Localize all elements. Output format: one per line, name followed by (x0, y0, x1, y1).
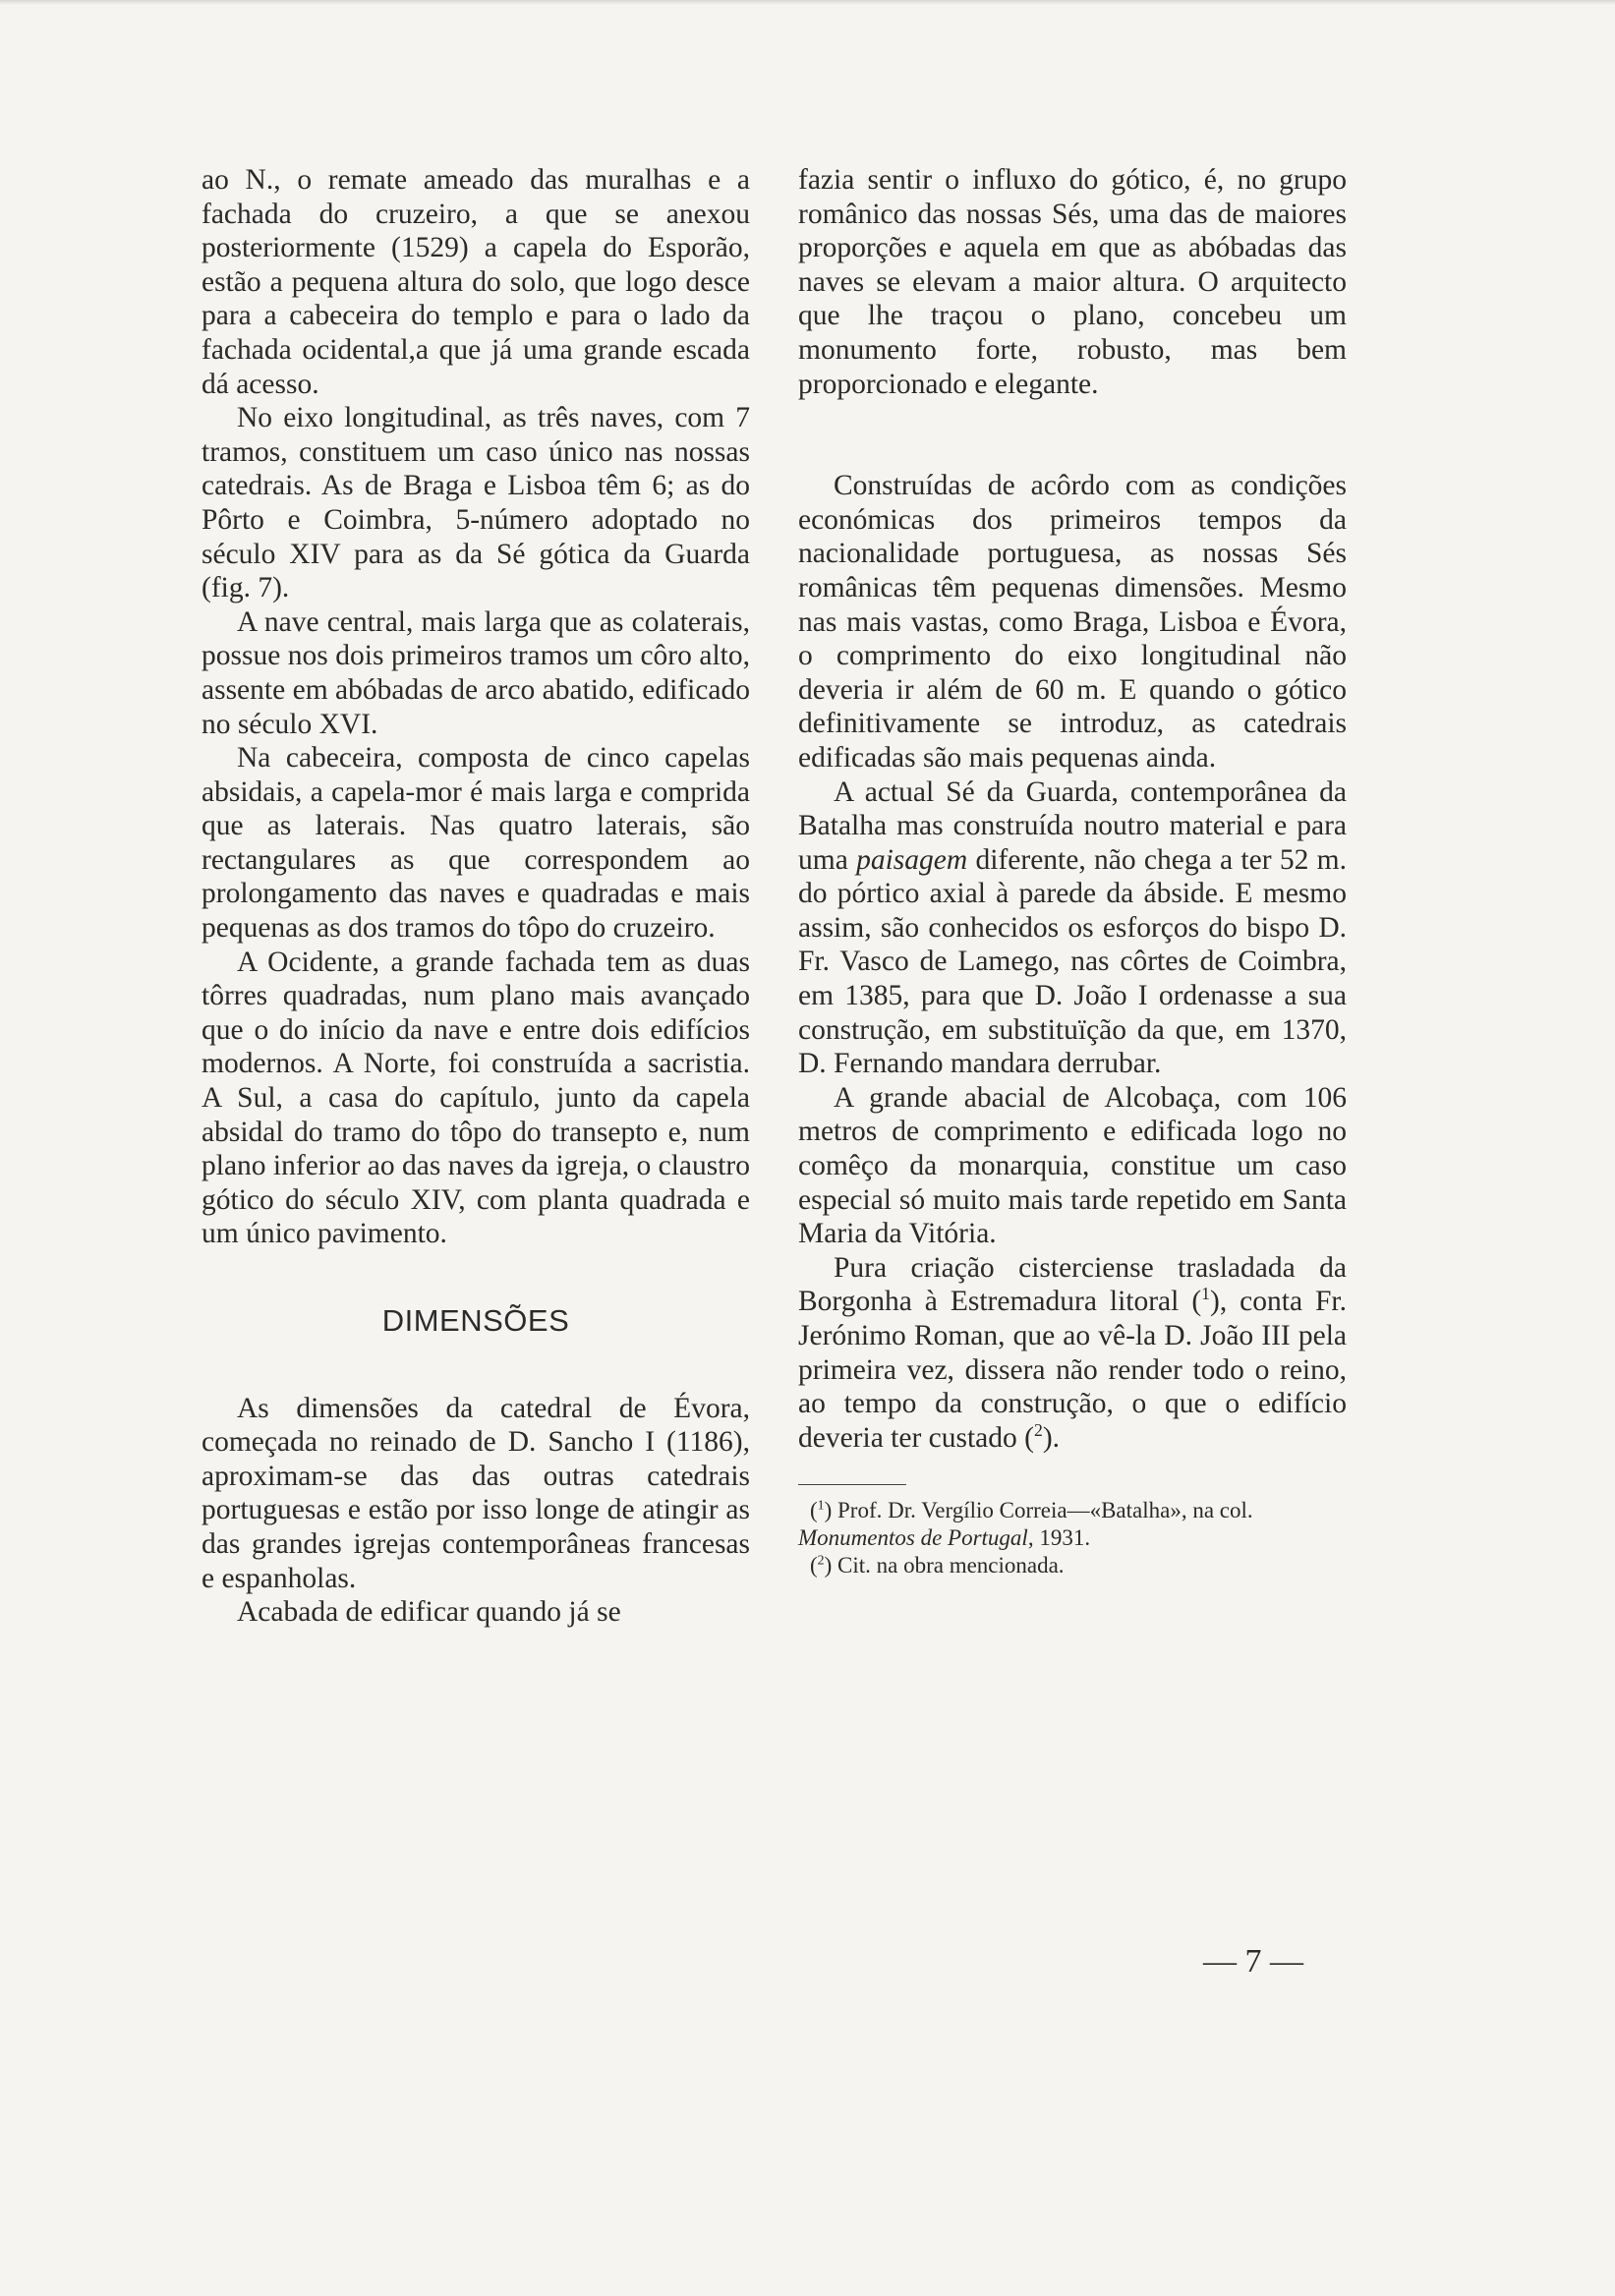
footnote-rule (798, 1484, 906, 1485)
paragraph: A nave central, mais larga que as colaterais, possue nos dois primeiros tramos um côro alto, assente em abóbadas de arco abatido, edificado no século XVI. (202, 605, 750, 740)
text: ). (1042, 1421, 1061, 1454)
footnote-mark: 2 (817, 1552, 825, 1568)
paragraph: Acabada de edificar quando já se (237, 1596, 621, 1629)
paragraph-gap (798, 401, 1347, 469)
paragraph: Construídas de acôrdo com as condições económicas dos primeiros tempos da nacionalidade portuguesa, as nossas Sés românicas têm pequenas dimensões. Mesmo nas mais vastas, como Braga, Lisboa e Évora, o comprimento do eixo longitudinal não deveria ir além de 60 m. E quando o gótico definitivamente se introduz, as catedrais edificadas são mais pequenas ainda. (798, 470, 1347, 774)
paragraph: A Ocidente, a grande fachada tem as duas tôrres quadradas, num plano mais avançado que o do início da nave e entre dois edifícios modernos. A Norte, foi construída a sacristia. A Sul, a casa do capítulo, junto da capela absidal do tramo do tôpo do transepto e, num plano inferior ao das naves da igreja, o claustro gótico do século XIV, com planta quadrada e um único pavimento. (202, 946, 750, 1250)
footnote-ref: 2 (1033, 1419, 1043, 1440)
paragraph: No eixo longitudinal, as três naves, com 7 tramos, constituem um caso único nas nossas catedrais. As de Braga e Lisboa têm 6; as do Pôrto e Coimbra, 5-número adoptado no século XIV para as da Sé gótica da Guarda (fig. 7). (202, 402, 750, 604)
page-top-edge (0, 0, 1615, 5)
italic-text: Monumentos de Portugal (798, 1525, 1028, 1551)
footnotes (798, 1497, 1347, 1579)
paragraph: ao N., o remate ameado das muralhas e a fachada do cruzeiro, a que se anexou posteriormente (1529) a capela do Esporão, estão a pequena altura do solo, que logo desce para a cabeceira do templo e para o lado da fachada ocidental,a que já uma grande escada dá acesso. (202, 164, 750, 400)
text: diferente, não chega a ter 52 m. do pórtico axial à parede da ábside. E mesmo assim, são conhecidos os esforços do bispo D. Fr. Vasco de Lamego, nas côrtes de Coimbra, em 1385, para que D. João I ordenasse a sua construção, em substituïção da que, em 1370, D. Fernando mandara derrubar. (798, 843, 1347, 1080)
paragraph: As dimensões da catedral de Évora, começada no reinado de D. Sancho I (1186), aproximam-se das das outras catedrais portuguesas e estão por isso longe de atingir as das grandes igrejas contemporâneas francesas e espanholas. (202, 1392, 750, 1594)
footnote-mark: 1 (817, 1497, 825, 1513)
text: Prof. Dr. Vergílio Correia—«Batalha», na col. (832, 1498, 1253, 1523)
text: Cit. na obra mencionada. (832, 1553, 1065, 1578)
italic-text: paisagem (856, 843, 968, 876)
paragraph-pura (798, 1251, 1347, 1456)
text: ), conta Fr. Jerónimo Roman, que ao vê-la D. João III pela primeira vez, dissera não render todo o reino, ao tempo da construção, o que o edifício deveria ter custado ( (798, 1286, 1348, 1454)
paragraph-guarda (798, 775, 1347, 1081)
footnote: ($^2$) Cit. na obra mencionada. (810, 1552, 1065, 1578)
paragraph: A grande abacial de Alcobaça, com 106 metros de comprimento e edificada logo no comêço da monarquia, constitue um caso especial só muito mais tarde repetido em Santa Maria da Vitória. (798, 1081, 1347, 1250)
paragraph: fazia sentir o influxo do gótico, é, no grupo românico das nossas Sés, uma das de maiores proporções e aquela em que as abóbadas das naves se elevam a maior altura. O arquitecto que lhe traçou o plano, concebeu um monumento forte, robusto, mas bem proporcionado e elegante. (798, 164, 1347, 400)
footnote-ref: 1 (1201, 1284, 1210, 1304)
footnote: ($^1$) Prof. Dr. Vergílio Correia—«Batalha», na col. Monumentos de Portugal, 1931. (798, 1497, 1253, 1551)
right-column (798, 163, 1347, 1579)
page-number: — 7 — (1203, 1943, 1303, 1980)
paragraph: Na cabeceira, composta de cinco capelas absidais, a capela-mor é mais larga e comprida que as laterais. Nas quatro laterais, são rectangulares as que correspondem ao prolongamento das naves e quadradas e mais pequenas as dos tramos do tôpo do cruzeiro. (202, 742, 750, 945)
text: Pura criação cisterciense trasladada da Borgonha à Estremadura litoral ( (798, 1251, 1347, 1318)
left-column (202, 163, 750, 1630)
section-title: DIMENSÕES (381, 1303, 570, 1338)
text: A actual Sé da Guarda, contemporânea da Batalha mas construída noutro material e para uma (798, 775, 1347, 876)
text: , 1931. (1027, 1525, 1091, 1551)
